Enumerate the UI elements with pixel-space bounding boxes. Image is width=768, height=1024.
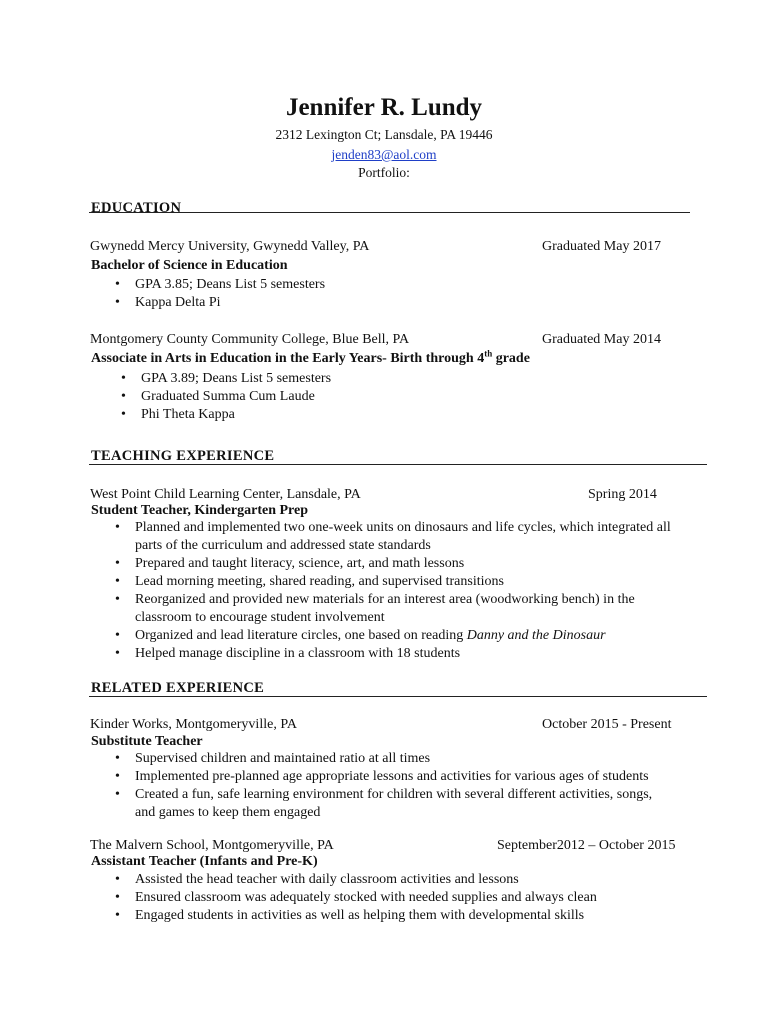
list-item: • Prepared and taught literacy, science, art, and math lessons xyxy=(110,555,672,573)
related-entry-date: September2012 – October 2015 xyxy=(497,838,676,853)
education-divider xyxy=(89,212,690,213)
list-item: • Lead morning meeting, shared reading, and supervised transitions xyxy=(110,573,672,591)
applicant-name: Jennifer R. Lundy xyxy=(285,94,483,121)
teaching-entry-bullets xyxy=(110,519,672,663)
list-item: • Engaged students in activities as well as helping them with developmental skills xyxy=(110,907,672,925)
degree-text: Associate in Arts in Education in the Early Years- Birth through 4 xyxy=(91,351,485,366)
list-item: • GPA 3.89; Deans List 5 semesters xyxy=(116,370,676,388)
related-entry-place: Kinder Works, Montgomeryville, PA xyxy=(90,717,297,732)
email-link[interactable]: jenden83@aol.com xyxy=(331,147,437,162)
list-item: • Reorganized and provided new materials for an interest area (woodworking bench) in the classroom to encourage student involvement xyxy=(110,591,672,627)
address-line: 2312 Lexington Ct; Lansdale, PA 19446 xyxy=(275,127,493,142)
related-entry-place: The Malvern School, Montgomeryville, PA xyxy=(90,838,334,853)
list-item: • Created a fun, safe learning environment for children with several different activities, songs, and games to keep them engaged xyxy=(110,786,672,822)
list-item: • Helped manage discipline in a classroom with 18 students xyxy=(110,645,672,663)
email-line xyxy=(0,146,768,164)
list-item: • Supervised children and maintained ratio at all times xyxy=(110,750,672,768)
education-entry-date: Graduated May 2014 xyxy=(542,332,661,347)
related-entry-bullets xyxy=(110,871,672,925)
list-item xyxy=(110,627,672,645)
degree-tail: grade xyxy=(492,351,530,366)
list-item: • Ensured classroom was adequately stocked with needed supplies and always clean xyxy=(110,889,672,907)
education-entry-bullets xyxy=(110,276,670,312)
education-entry-date: Graduated May 2017 xyxy=(542,239,661,254)
related-entry-date: October 2015 - Present xyxy=(542,717,672,732)
list-item: • Phi Theta Kappa xyxy=(116,406,676,424)
teaching-entry-role: Student Teacher, Kindergarten Prep xyxy=(91,503,309,518)
education-entry-degree: Bachelor of Science in Education xyxy=(91,258,288,273)
education-entry-school: Gwynedd Mercy University, Gwynedd Valley, PA xyxy=(90,239,370,254)
list-item: • Kappa Delta Pi xyxy=(110,294,670,312)
teaching-heading: TEACHING EXPERIENCE xyxy=(91,448,275,464)
list-item: • Graduated Summa Cum Laude xyxy=(116,388,676,406)
degree-superscript: th xyxy=(484,348,493,359)
book-title: Danny and the Dinosaur xyxy=(466,628,606,643)
bullet-text: Organized and lead literature circles, one based on reading xyxy=(135,628,467,643)
related-entry-role: Substitute Teacher xyxy=(91,734,203,749)
teaching-divider xyxy=(89,464,707,465)
education-entry-degree xyxy=(91,350,530,368)
portfolio-line: Portfolio: xyxy=(358,165,410,180)
related-divider xyxy=(89,696,707,697)
education-entry-bullets xyxy=(116,370,676,424)
list-item: • Planned and implemented two one-week units on dinosaurs and life cycles, which integrated all parts of the curriculum and addressed state standards xyxy=(110,519,672,555)
education-heading: EDUCATION xyxy=(91,200,182,216)
related-entry-bullets xyxy=(110,750,672,822)
teaching-entry-date: Spring 2014 xyxy=(588,487,657,502)
teaching-entry-place: West Point Child Learning Center, Lansdale, PA xyxy=(90,487,361,502)
related-heading: RELATED EXPERIENCE xyxy=(91,680,265,696)
list-item: • Implemented pre-planned age appropriate lessons and activities for various ages of students xyxy=(110,768,672,786)
education-entry-school: Montgomery County Community College, Blue Bell, PA xyxy=(90,332,410,347)
list-item: • GPA 3.85; Deans List 5 semesters xyxy=(110,276,670,294)
list-item: • Assisted the head teacher with daily classroom activities and lessons xyxy=(110,871,672,889)
related-entry-role: Assistant Teacher (Infants and Pre-K) xyxy=(91,854,318,869)
